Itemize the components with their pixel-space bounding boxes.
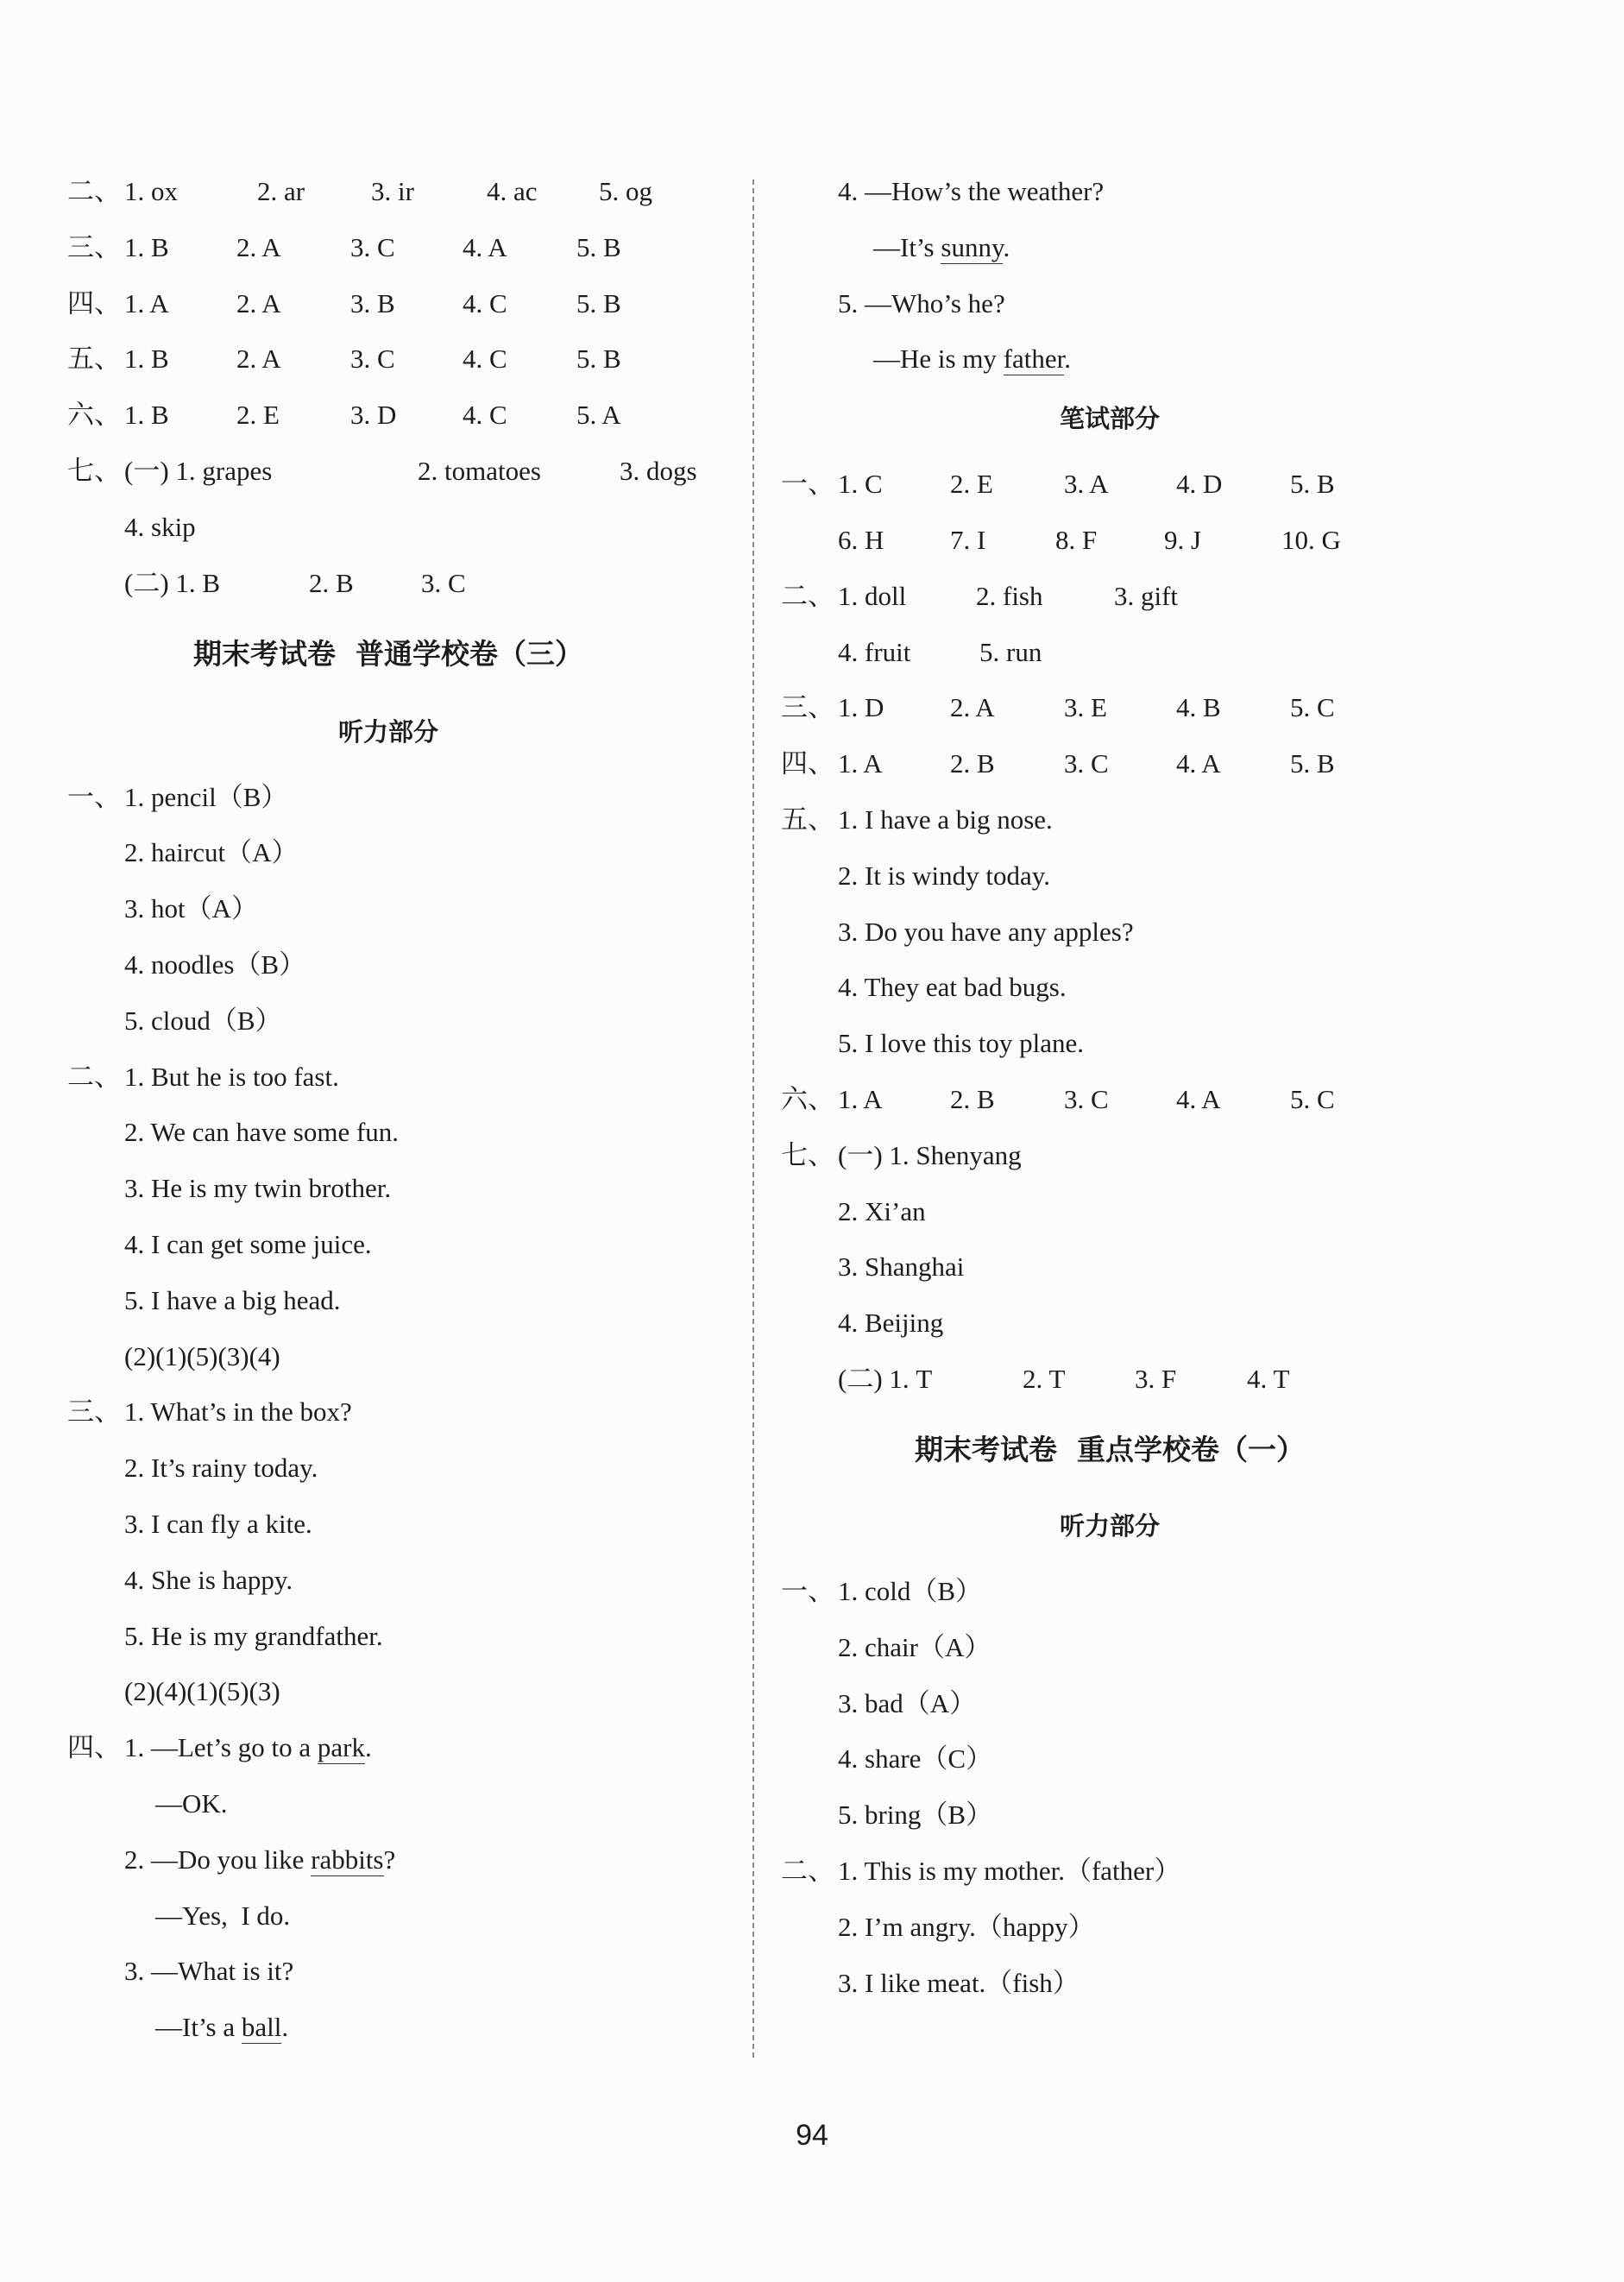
answer-text — [838, 1574, 982, 1609]
question-number: 一、 — [781, 469, 834, 500]
answer-item: 2. E — [236, 400, 280, 431]
question-number: 二、 — [67, 1061, 121, 1092]
answer-item: 5. C — [1290, 1084, 1335, 1114]
answer-underlined-word: ball — [241, 2012, 282, 2043]
answer-text-main: (一) 1. Shenyang — [838, 1139, 1022, 1170]
answer-underlined-word: rabbits — [311, 1844, 384, 1875]
answer-text-main: 2. We can have some fun. — [124, 1117, 400, 1148]
answer-item: (二) 1. B — [124, 567, 221, 598]
answer-text-main: 1. cold（B） — [838, 1576, 983, 1606]
answer-item: 2. B — [309, 567, 354, 598]
answer-item: 2. A — [236, 231, 281, 262]
answer-item: 3. C — [1064, 1084, 1109, 1114]
answer-text — [838, 1195, 926, 1229]
answer-item: 3. A — [1064, 469, 1109, 500]
answer-text-main: 5. bring（B） — [838, 1800, 993, 1831]
answer-punctuation: . — [1064, 344, 1072, 375]
question-number: 七、 — [781, 1139, 834, 1170]
answer-item: 3. ir — [371, 176, 414, 206]
answer-text — [838, 1742, 992, 1776]
answer-item: 2. B — [950, 1084, 995, 1114]
answer-item: 1. ox — [124, 176, 178, 206]
answer-text-main: (2)(1)(5)(3)(4) — [124, 1340, 280, 1371]
answer-item: 1. A — [838, 748, 883, 779]
answer-text-main: 5. cloud（B） — [124, 1005, 282, 1036]
question-number: 五、 — [67, 344, 121, 375]
answer-text-main: —It’s a — [155, 2012, 242, 2043]
answer-text-main: 3. —What is it? — [124, 1956, 294, 1987]
answer-text-main: 3. He is my twin brother. — [124, 1173, 392, 1204]
answer-text-main: 1. But he is too fast. — [124, 1061, 339, 1092]
answer-item: 2. A — [236, 287, 281, 318]
answer-item: 9. J — [1164, 525, 1202, 555]
answer-text — [873, 342, 1071, 376]
question-number: 二、 — [67, 176, 121, 206]
answer-text-main: 2. I’m angry.（happy） — [838, 1911, 1095, 1942]
question-number: 六、 — [67, 400, 121, 431]
answer-text-main: 2. It’s rainy today. — [124, 1453, 318, 1484]
answer-item: 10. G — [1281, 525, 1341, 555]
answer-item: 4. A — [1176, 748, 1221, 779]
answer-item: 5. C — [1290, 692, 1335, 723]
column-divider — [752, 180, 754, 2058]
answer-item: 3. C — [350, 231, 395, 262]
answer-text — [838, 1910, 1095, 1945]
answer-text-main: —He is my — [873, 344, 1004, 375]
answer-item: 3. dogs — [620, 456, 697, 486]
question-number: 三、 — [67, 1396, 121, 1428]
answer-text — [838, 1630, 991, 1665]
answer-item: 5. B — [576, 287, 621, 318]
section-subheading: 听力部分 — [1059, 1511, 1160, 1541]
answer-text-main: 4. skip — [124, 511, 196, 542]
answer-text — [838, 174, 1104, 209]
answer-text — [838, 1966, 1080, 2001]
answer-text-main: 5. —Who’s he? — [838, 287, 1005, 318]
answer-text-main: 4. She is happy. — [124, 1564, 293, 1595]
answer-punctuation: ? — [383, 1844, 396, 1875]
answer-item: 4. C — [463, 344, 507, 375]
answer-text — [838, 970, 1067, 1005]
section-subheading: 听力部分 — [337, 716, 438, 747]
section-heading: 期末考试卷 重点学校卷（一） — [915, 1433, 1305, 1466]
question-number: 四、 — [67, 287, 121, 318]
answer-item: 2. B — [950, 748, 995, 779]
answer-item: 3. gift — [1114, 580, 1179, 611]
answer-item: 6. H — [838, 525, 884, 555]
answer-text-main: 2. It is windy today. — [838, 860, 1050, 891]
answer-text — [838, 915, 1134, 949]
answer-item: 5. og — [599, 176, 652, 206]
answer-item: 4. B — [1176, 692, 1221, 723]
answer-item: 4. D — [1176, 469, 1223, 500]
answer-item: 4. A — [1176, 1084, 1221, 1114]
answer-item: 1. A — [124, 287, 169, 318]
answer-item: 5. B — [576, 231, 621, 262]
answer-text-main: 2. —Do you like — [124, 1844, 312, 1875]
question-number: 四、 — [781, 748, 834, 779]
answer-item: 3. E — [1064, 692, 1107, 723]
answer-text-main: 1. What’s in the box? — [124, 1396, 352, 1428]
answer-text — [838, 1854, 1180, 1888]
answer-item: 1. D — [838, 692, 884, 723]
answer-text-main: 1. pencil（B） — [124, 781, 288, 812]
section-heading: 期末考试卷 普通学校卷（三） — [193, 636, 583, 671]
answer-text-main: 5. He is my grandfather. — [124, 1620, 383, 1651]
answer-text — [838, 1686, 976, 1721]
answer-text-main: 3. I can fly a kite. — [124, 1509, 312, 1539]
answer-item: 2. A — [236, 344, 281, 375]
answer-item: 2. E — [950, 469, 993, 500]
answer-text-main: 3. hot（A） — [124, 893, 258, 924]
answer-item: 5. B — [1290, 469, 1335, 500]
answer-item: 2. A — [950, 692, 995, 723]
question-number: 五、 — [781, 804, 834, 835]
answer-item: 3. C — [1064, 748, 1109, 779]
question-number: 一、 — [67, 781, 121, 812]
question-number: 三、 — [67, 231, 121, 262]
answer-text-main: 2. haircut（A） — [124, 837, 299, 868]
section-subheading: 笔试部分 — [1059, 404, 1160, 434]
answer-item: 5. A — [576, 400, 621, 431]
answer-item: 3. C — [350, 344, 395, 375]
answer-item: (二) 1. T — [838, 1364, 933, 1394]
question-number: 三、 — [781, 692, 834, 723]
answer-text — [838, 803, 1053, 837]
answer-item: 7. I — [950, 525, 986, 555]
answer-text-main: 4. I can get some juice. — [124, 1229, 372, 1259]
answer-item: 1. B — [124, 231, 169, 262]
answer-text-main: 3. bad（A） — [838, 1687, 977, 1718]
answer-punctuation: . — [281, 2012, 289, 2043]
answer-item: 1. A — [838, 1084, 883, 1114]
answer-item: 8. F — [1055, 525, 1098, 555]
answer-text-main: 4. noodles（B） — [124, 949, 306, 980]
answer-text — [838, 1306, 943, 1340]
answer-text-main: (2)(4)(1)(5)(3) — [124, 1676, 280, 1707]
answer-text-main: 2. Xi’an — [838, 1195, 926, 1226]
answer-punctuation: . — [364, 1732, 372, 1763]
answer-text-main: —It’s — [873, 231, 941, 262]
answer-underlined-word: park — [317, 1732, 365, 1763]
question-number: 二、 — [781, 1856, 834, 1886]
answer-item: 4. C — [463, 400, 507, 431]
question-number: 四、 — [67, 1732, 121, 1763]
answer-item: 5. run — [979, 636, 1042, 667]
page-number: 94 — [796, 2119, 828, 2152]
answer-item: 5. B — [1290, 748, 1335, 779]
question-number: 七、 — [67, 456, 121, 486]
answer-text-main: 3. Do you have any apples? — [838, 916, 1134, 947]
question-number: 二、 — [781, 580, 834, 611]
answer-item: 4. ac — [487, 176, 538, 206]
answer-item: 3. D — [350, 400, 397, 431]
answer-text-main: 3. I like meat.（fish） — [838, 1967, 1080, 1998]
answer-text-main: 1. —Let’s go to a — [124, 1732, 318, 1763]
answer-text — [873, 230, 1010, 265]
answer-item: 5. B — [576, 344, 621, 375]
answer-underlined-word: sunny — [941, 231, 1004, 262]
answer-item: 1. B — [124, 400, 169, 431]
answer-text-main: 2. chair（A） — [838, 1631, 991, 1662]
answer-text-main: 4. share（C） — [838, 1743, 993, 1775]
answer-text-main: —Yes, I do. — [155, 1900, 291, 1931]
answer-item: 2. tomatoes — [418, 456, 541, 486]
answer-text — [838, 1798, 992, 1832]
answer-item: (一) 1. grapes — [124, 456, 273, 486]
answer-text-main: 4. They eat bad bugs. — [838, 972, 1067, 1003]
answer-text-main: —OK. — [155, 1788, 228, 1819]
answer-item: 2. ar — [257, 176, 305, 206]
answer-item: 1. B — [124, 344, 169, 375]
answer-item: 4. C — [463, 287, 507, 318]
answer-item: 3. C — [421, 567, 466, 598]
answer-item: 4. A — [463, 231, 507, 262]
answer-item: 3. F — [1135, 1364, 1177, 1394]
answer-text — [838, 287, 1005, 321]
answer-text — [838, 1138, 1022, 1173]
answer-item: 2. T — [1023, 1364, 1066, 1394]
answer-text-main: 5. I have a big head. — [124, 1284, 341, 1315]
answer-item: 4. fruit — [838, 636, 911, 667]
answer-underlined-word: father — [1003, 344, 1065, 375]
question-number: 六、 — [781, 1084, 834, 1114]
answer-text-main: 4. —How’s the weather? — [838, 176, 1105, 206]
answer-text — [838, 859, 1050, 893]
answer-text-main: 1. I have a big nose. — [838, 804, 1053, 835]
answer-item: 3. B — [350, 287, 395, 318]
answer-text-main: 5. I love this toy plane. — [838, 1028, 1084, 1059]
answer-punctuation: . — [1003, 231, 1010, 262]
answer-text — [838, 1026, 1084, 1061]
question-number: 一、 — [781, 1576, 834, 1606]
answer-item: 1. C — [838, 469, 883, 500]
answer-text-main: 1. This is my mother.（father） — [838, 1856, 1181, 1886]
answer-text-main: 4. Beijing — [838, 1308, 944, 1339]
answer-text — [838, 1250, 964, 1284]
answer-item: 1. doll — [838, 580, 907, 611]
answer-text-main: 3. Shanghai — [838, 1251, 965, 1283]
answer-item: 2. fish — [976, 580, 1043, 611]
answer-item: 4. T — [1247, 1364, 1290, 1394]
